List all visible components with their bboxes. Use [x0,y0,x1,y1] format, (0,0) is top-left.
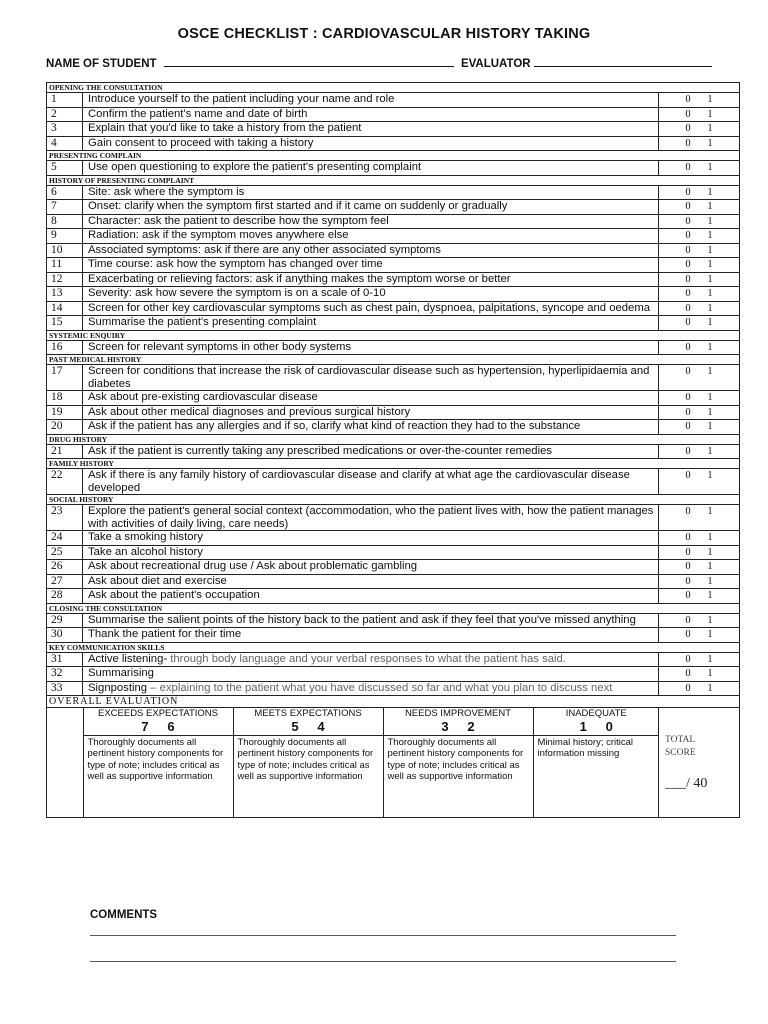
item-number: 18 [47,391,83,406]
score-option[interactable]: 1 [707,653,713,665]
checklist-item [47,122,740,137]
item-number: 25 [47,545,83,560]
score-option[interactable]: 1 [707,108,713,120]
item-text-cell [83,185,659,200]
score-cell [659,214,740,229]
score-cell [659,272,740,287]
item-number: 16 [47,340,83,355]
checklist-item [47,444,740,459]
item-text-cell [83,287,659,302]
item-text: Severity: ask how severe the symptom is on a scale of 0-10 [88,287,386,299]
checklist-item [47,287,740,302]
score-option[interactable]: 1 [707,546,713,558]
item-text: Introduce yourself to the patient including your name and role [88,93,395,105]
item-detail: through body language and your verbal responses to what the patient has said. [167,652,566,665]
score-option[interactable]: 0 [685,201,691,212]
score-option[interactable]: 1 [707,288,713,299]
comments-label: COMMENTS [90,909,158,921]
item-number: 9 [47,229,83,244]
score-cell [659,136,740,151]
evaluator-name-field[interactable] [534,56,712,67]
score-option[interactable]: 1 [707,392,713,403]
section-header [47,603,740,613]
section-header [47,355,740,365]
score-option[interactable]: 1 [707,94,713,105]
checklist-item [47,340,740,355]
score-cell [659,365,740,391]
item-text-cell [83,628,659,643]
item-text: Signposting [88,681,148,694]
category-exceeds [83,708,233,735]
overall-row [47,708,740,818]
item-number: 3 [47,122,83,137]
item-text-cell [83,667,659,682]
score-option[interactable]: 0 [685,341,691,353]
section-header [47,330,740,340]
total-score-label: TOTAL SCORE [665,735,696,758]
item-text: Use open questioning to explore the patient's presenting complaint [88,161,422,173]
score-option[interactable]: 0 [685,123,691,134]
score-cell [659,93,740,108]
section-title: DRUG HISTORY [47,434,740,444]
checklist-item [47,405,740,420]
item-text: Ask about recreational drug use / Ask about problematic gambling [88,560,418,572]
score-option[interactable]: 1 [707,445,713,457]
section-header [47,495,740,505]
item-text: Take an alcohol history [88,545,203,558]
item-text-cell [83,243,659,258]
category-description: Thoroughly documents all pertinent history components for type of note; includes critical as well as supportive information [233,735,383,817]
item-number: 13 [47,287,83,302]
checklist-item [47,505,740,531]
score-cell [659,185,740,200]
item-number: 28 [47,589,83,604]
item-number: 24 [47,531,83,546]
category-label: EXCEEDS EXPECTATIONS [97,708,218,719]
item-text: Site: ask where the symptom is [88,185,245,198]
checklist-item [47,365,740,391]
item-text-cell [83,681,659,696]
item-text-cell [83,107,659,122]
item-text-cell [83,93,659,108]
section-header [47,642,740,652]
score-option[interactable]: 0 [685,682,691,694]
score-option[interactable]: 1 [707,590,713,601]
section-header [47,175,740,185]
section-header [47,459,740,469]
score-option[interactable]: 0 [685,392,691,403]
comments-line[interactable] [90,935,676,936]
item-text-cell [83,531,659,546]
score-cell [659,258,740,273]
section-title: FAMILY HISTORY [47,459,740,469]
item-text-cell [83,272,659,287]
item-text: Take a smoking history [88,531,203,543]
score-option[interactable]: 0 [685,215,691,227]
score-cell [659,316,740,331]
item-number: 1 [47,93,83,108]
score-cell [659,301,740,316]
score-option[interactable]: 0 [685,273,691,285]
item-text-cell [83,365,659,391]
item-number: 8 [47,214,83,229]
item-text-cell [83,258,659,273]
category-scores [86,720,231,735]
score-cell [659,505,740,531]
score-option[interactable]: 0 [685,575,691,587]
score-option[interactable]: 0 [685,629,691,640]
item-number: 30 [47,628,83,643]
checklist-item [47,185,740,200]
overall-grid [47,708,659,817]
comments-line[interactable] [90,961,676,962]
checklist-item [47,214,740,229]
item-text-cell [83,340,659,355]
item-text-cell [83,229,659,244]
item-number: 32 [47,667,83,682]
score-option[interactable]: 1 [707,366,713,377]
item-text: Ask about the patient's occupation [88,589,260,601]
item-text-cell [83,420,659,435]
category-scores [236,720,381,735]
item-text-cell [83,652,659,667]
score-option[interactable]: 0 [685,244,691,256]
category-scores [536,720,658,735]
score-option[interactable]: 1 [707,215,713,227]
item-text: Ask if there is any family history of cardiovascular disease and clarify at what age the cardiovascular disease developed [88,469,630,494]
score-option[interactable]: 0 [685,546,691,558]
item-text-cell [83,505,659,531]
score-option[interactable]: 0 [685,108,691,120]
section-header [47,434,740,444]
score-cell [659,613,740,628]
item-text: Screen for other key cardiovascular symptoms such as chest pain, dyspnoea, palpitations, syncope and oedema [88,301,651,314]
score-option[interactable]: 1 [707,406,713,418]
score-option[interactable]: 1 [707,302,713,314]
checklist-item [47,560,740,575]
item-text: Associated symptoms: ask if there are any other associated symptoms [88,243,441,256]
checklist-item [47,272,740,287]
section-title: HISTORY OF PRESENTING COMPLAINT [47,175,740,185]
category-label: MEETS EXPECTATIONS [254,708,362,719]
checklist-item [47,574,740,589]
score-cell [659,469,740,495]
item-number: 6 [47,185,83,200]
score-option[interactable]: 4 [317,718,325,734]
item-text: Ask about other medical diagnoses and previous surgical history [88,405,411,418]
score-option[interactable]: 1 [707,186,713,198]
item-text-cell [83,391,659,406]
score-option[interactable]: 0 [685,288,691,299]
score-option[interactable]: 1 [707,668,713,679]
item-text-cell [83,444,659,459]
item-text: Thank the patient for their time [88,628,242,640]
item-text-cell [83,316,659,331]
section-title: KEY COMMUNICATION SKILLS [47,642,740,652]
score-option[interactable]: 6 [167,718,175,734]
checklist-item [47,531,740,546]
evaluator-label: EVALUATOR [460,58,531,70]
score-cell [659,628,740,643]
item-number: 23 [47,505,83,531]
score-option[interactable]: 0 [685,94,691,105]
score-cell [659,444,740,459]
item-text-cell [83,214,659,229]
checklist-item [47,628,740,643]
checklist-table [46,82,740,818]
item-text-cell [83,589,659,604]
checklist-item [47,243,740,258]
section-title: SOCIAL HISTORY [47,495,740,505]
item-number: 22 [47,469,83,495]
checklist-item [47,229,740,244]
overall-evaluation-title: OVERALL EVALUATION [47,696,740,708]
score-option[interactable]: 1 [707,137,713,149]
checklist-item [47,469,740,495]
checklist-item [47,258,740,273]
section-title: OPENING THE CONSULTATION [47,83,740,93]
score-option[interactable]: 1 [707,470,713,481]
checklist-item [47,161,740,176]
item-number: 20 [47,420,83,435]
section-title: SYSTEMIC ENQUIRY [47,330,740,340]
item-text-cell [83,301,659,316]
score-option[interactable]: 1 [707,162,713,173]
score-option[interactable]: 0 [685,230,691,241]
score-option[interactable]: 0 [685,366,691,377]
score-option[interactable]: 0 [685,590,691,601]
score-option[interactable]: 0 [685,259,691,270]
item-number: 5 [47,161,83,176]
item-number: 11 [47,258,83,273]
item-text: Screen for relevant symptoms in other body systems [88,340,352,353]
item-text: Summarising [88,667,154,679]
score-cell [659,243,740,258]
item-number: 21 [47,444,83,459]
score-option[interactable]: 1 [707,244,713,256]
item-text: Ask about diet and exercise [88,574,227,587]
score-option[interactable]: 0 [685,421,691,432]
score-option[interactable]: 0 [685,317,691,328]
item-text: Time course: ask how the symptom has changed over time [88,258,383,270]
checklist-item [47,681,740,696]
score-option[interactable]: 1 [707,506,713,517]
score-option[interactable]: 0 [605,718,613,734]
page-title: OSCE CHECKLIST : CARDIOVASCULAR HISTORY TAKING [177,26,591,42]
score-option[interactable]: 1 [707,341,713,353]
category-description: Thoroughly documents all pertinent history components for type of note; includes critical as well as supportive information [83,735,233,817]
checklist-item [47,107,740,122]
item-number: 26 [47,560,83,575]
score-option[interactable]: 2 [467,718,475,734]
item-number: 33 [47,681,83,696]
item-text: Gain consent to proceed with taking a history [88,136,314,149]
score-option[interactable]: 0 [685,561,691,572]
item-text: Confirm the patient's name and date of birth [88,107,308,120]
item-text-cell [83,136,659,151]
score-cell [659,161,740,176]
item-number: 29 [47,613,83,628]
score-option[interactable]: 0 [685,506,691,517]
score-option[interactable]: 0 [685,302,691,314]
score-option[interactable]: 1 [707,421,713,432]
item-text-cell [83,405,659,420]
checklist-item [47,589,740,604]
category-label: NEEDS IMPROVEMENT [404,708,512,719]
item-text: Summarise the salient points of the history back to the patient and ask if they feel that you've missed anything [88,613,636,626]
student-evaluator-row [46,56,712,70]
overall-header-row [47,696,740,708]
item-number: 2 [47,107,83,122]
score-option[interactable]: 5 [291,718,299,734]
score-option[interactable]: 3 [441,718,449,734]
item-text-cell [83,545,659,560]
score-cell [659,531,740,546]
section-header [47,151,740,161]
item-text: Ask about pre-existing cardiovascular disease [88,391,318,403]
score-cell [659,545,740,560]
checklist-item [47,136,740,151]
item-text: Explain that you'd like to take a history from the patient [88,122,362,134]
overall-grid-cell [47,708,659,818]
section-header [47,83,740,93]
item-number: 4 [47,136,83,151]
score-option[interactable]: 1 [707,629,713,640]
item-text-cell [83,161,659,176]
item-text: Screen for conditions that increase the risk of cardiovascular disease such as hypertension, hyperlipidaemia and diabetes [88,365,650,390]
item-number: 10 [47,243,83,258]
score-cell [659,287,740,302]
score-option[interactable]: 1 [707,575,713,587]
score-option[interactable]: 0 [685,653,691,665]
item-text-cell [83,560,659,575]
checklist-item [47,316,740,331]
section-title: PAST MEDICAL HISTORY [47,355,740,365]
score-cell [659,652,740,667]
item-text-cell [83,200,659,215]
score-cell [659,574,740,589]
item-text: Exacerbating or relieving factors: ask if anything makes the symptom worse or better [88,272,511,285]
score-option[interactable]: 0 [685,406,691,418]
score-cell [659,122,740,137]
score-option[interactable]: 0 [685,162,691,173]
section-title: CLOSING THE CONSULTATION [47,603,740,613]
score-option[interactable]: 1 [707,682,713,694]
item-number: 7 [47,200,83,215]
category-scores [386,720,531,735]
item-text: Explore the patient's general social context (accommodation, who the patient lives with, how the patient manages with activities of daily living, care needs) [88,505,654,530]
checklist-item [47,420,740,435]
item-text: Radiation: ask if the symptom moves anywhere else [88,229,349,241]
score-option[interactable]: 0 [685,668,691,679]
score-cell [659,340,740,355]
score-option[interactable]: 0 [685,614,691,626]
score-cell [659,405,740,420]
item-number: 19 [47,405,83,420]
score-option[interactable]: 1 [707,273,713,285]
score-option[interactable]: 0 [685,137,691,149]
item-number: 17 [47,365,83,391]
checklist-item [47,545,740,560]
category-meets [233,708,383,735]
item-number: 14 [47,301,83,316]
score-option[interactable]: 1 [707,259,713,270]
item-text: Character: ask the patient to describe how the symptom feel [88,214,389,227]
checklist-item [47,652,740,667]
score-option[interactable]: 0 [685,445,691,457]
score-option[interactable]: 1 [707,201,713,212]
total-score-cell [659,708,740,818]
score-option[interactable]: 0 [685,532,691,543]
category-inadequate [533,708,659,735]
score-option[interactable]: 1 [707,561,713,572]
score-cell [659,589,740,604]
item-number: 15 [47,316,83,331]
score-cell [659,229,740,244]
score-cell [659,107,740,122]
score-option[interactable]: 7 [141,718,149,734]
score-cell [659,560,740,575]
student-name-field[interactable] [164,56,454,67]
category-description: Thoroughly documents all pertinent history components for type of note; includes critical as well as supportive information [383,735,533,817]
category-label: INADEQUATE [565,708,627,719]
item-text: Ask if the patient is currently taking any prescribed medications or over-the-counter remedies [88,444,553,457]
score-option[interactable]: 1 [707,123,713,134]
score-cell [659,200,740,215]
item-text-cell [83,574,659,589]
score-cell [659,420,740,435]
item-text: Summarise the patient's presenting complaint [88,316,317,328]
item-text-cell [83,469,659,495]
item-detail: – explaining to the patient what you have discussed so far and what you plan to discuss next [147,681,613,694]
score-cell [659,681,740,696]
item-number: 27 [47,574,83,589]
score-option[interactable]: 1 [707,532,713,543]
score-option[interactable]: 1 [707,317,713,328]
item-text-cell [83,613,659,628]
section-title: PRESENTING COMPLAIN [47,151,740,161]
checklist-item [47,93,740,108]
category-needs-improvement [383,708,533,735]
item-text: Ask if the patient has any allergies and if so, clarify what kind of reaction they had to the substance [88,420,581,432]
item-text-cell [83,122,659,137]
checklist-item [47,391,740,406]
score-cell [659,667,740,682]
score-option[interactable]: 1 [707,230,713,241]
score-cell [659,391,740,406]
item-text: Onset: clarify when the symptom first started and if it came on suddenly or gradually [88,200,508,212]
total-score-value[interactable]: ___/ 40 [665,776,708,791]
category-description: Minimal history; critical information missing [533,735,659,817]
checklist-item [47,613,740,628]
student-label: NAME OF STUDENT [46,58,157,70]
checklist-item [47,667,740,682]
checklist-item [47,200,740,215]
item-text: Active listening- [88,652,168,665]
item-number: 12 [47,272,83,287]
score-option[interactable]: 1 [707,614,713,626]
score-option[interactable]: 0 [685,470,691,481]
score-option[interactable]: 0 [685,186,691,198]
item-number: 31 [47,652,83,667]
score-option[interactable]: 1 [579,718,587,734]
checklist-item [47,301,740,316]
